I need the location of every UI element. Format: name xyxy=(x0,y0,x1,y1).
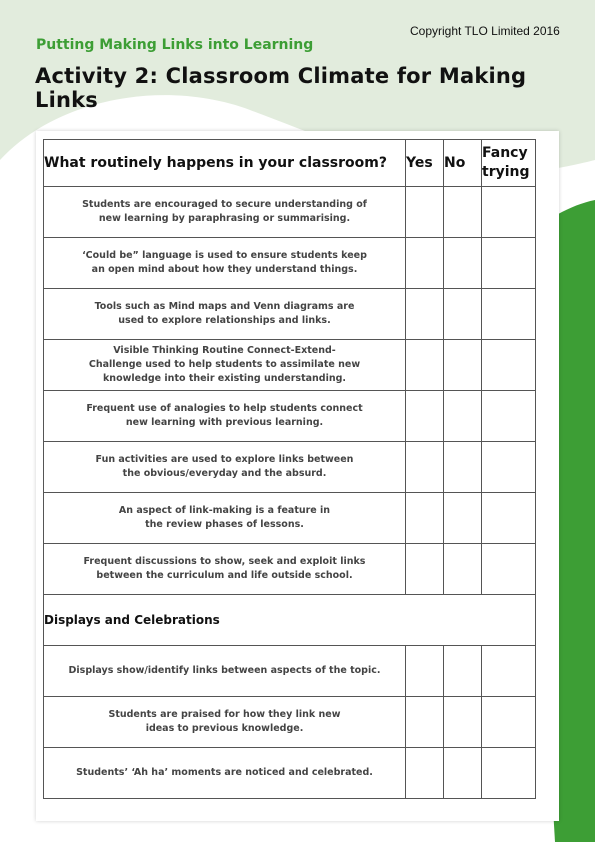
table-row xyxy=(44,391,536,442)
yes-checkbox-cell[interactable] xyxy=(406,442,444,493)
yes-checkbox-cell[interactable] xyxy=(406,289,444,340)
no-checkbox-cell[interactable] xyxy=(444,748,482,799)
fancy-trying-checkbox-cell[interactable] xyxy=(482,391,536,442)
no-checkbox-cell[interactable] xyxy=(444,544,482,595)
fancy-trying-checkbox-cell[interactable] xyxy=(482,493,536,544)
fancy-trying-column-header xyxy=(482,140,536,187)
page-title: Activity 2: Classroom Climate for Making Links xyxy=(35,64,527,112)
table-row xyxy=(44,238,536,289)
yes-checkbox-cell[interactable] xyxy=(406,340,444,391)
yes-checkbox-cell[interactable] xyxy=(406,187,444,238)
fancy-trying-checkbox-cell[interactable] xyxy=(482,748,536,799)
table-row xyxy=(44,493,536,544)
fancy-trying-checkbox-cell[interactable] xyxy=(482,187,536,238)
table-row xyxy=(44,442,536,493)
copyright-notice: Copyright TLO Limited 2016 xyxy=(410,24,560,38)
no-column-header: No xyxy=(444,140,482,187)
statement-text: An aspect of link-making is a feature in the review phases of lessons. xyxy=(44,493,406,544)
table-row xyxy=(44,544,536,595)
fancy-trying-checkbox-cell[interactable] xyxy=(482,544,536,595)
no-checkbox-cell[interactable] xyxy=(444,340,482,391)
section-header-row xyxy=(44,595,536,646)
yes-checkbox-cell[interactable] xyxy=(406,493,444,544)
statement-text: Displays show/identify links between aspects of the topic. xyxy=(44,646,406,697)
no-checkbox-cell[interactable] xyxy=(444,493,482,544)
question-header: What routinely happens in your classroom? xyxy=(44,140,406,187)
no-checkbox-cell[interactable] xyxy=(444,442,482,493)
statement-text: Fun activities are used to explore links between the obvious/everyday and the absurd. xyxy=(44,442,406,493)
no-checkbox-cell[interactable] xyxy=(444,187,482,238)
yes-checkbox-cell[interactable] xyxy=(406,646,444,697)
fancy-trying-checkbox-cell[interactable] xyxy=(482,442,536,493)
yes-checkbox-cell[interactable] xyxy=(406,238,444,289)
fancy-trying-label: Fancy trying xyxy=(482,145,530,180)
checklist-table xyxy=(43,139,536,799)
yes-checkbox-cell[interactable] xyxy=(406,544,444,595)
statement-text: Students are praised for how they link new ideas to previous knowledge. xyxy=(44,697,406,748)
table-row xyxy=(44,187,536,238)
fancy-trying-checkbox-cell[interactable] xyxy=(482,238,536,289)
table-row xyxy=(44,289,536,340)
statement-text: Students’ ‘Ah ha’ moments are noticed and celebrated. xyxy=(44,748,406,799)
yes-checkbox-cell[interactable] xyxy=(406,748,444,799)
table-header-row xyxy=(44,140,536,187)
fancy-trying-checkbox-cell[interactable] xyxy=(482,646,536,697)
fancy-trying-checkbox-cell[interactable] xyxy=(482,697,536,748)
no-checkbox-cell[interactable] xyxy=(444,646,482,697)
statement-text: Students are encouraged to secure understanding of new learning by paraphrasing or summarising. xyxy=(44,187,406,238)
table-row xyxy=(44,340,536,391)
page-subtitle: Putting Making Links into Learning xyxy=(36,37,314,53)
yes-checkbox-cell[interactable] xyxy=(406,391,444,442)
table-row xyxy=(44,748,536,799)
fancy-trying-checkbox-cell[interactable] xyxy=(482,289,536,340)
fancy-trying-checkbox-cell[interactable] xyxy=(482,340,536,391)
table-row xyxy=(44,646,536,697)
no-checkbox-cell[interactable] xyxy=(444,697,482,748)
statement-text: Frequent discussions to show, seek and exploit links between the curriculum and life outside school. xyxy=(44,544,406,595)
statement-text: Tools such as Mind maps and Venn diagrams are used to explore relationships and links. xyxy=(44,289,406,340)
no-checkbox-cell[interactable] xyxy=(444,289,482,340)
yes-column-header: Yes xyxy=(406,140,444,187)
no-checkbox-cell[interactable] xyxy=(444,391,482,442)
statement-text: Frequent use of analogies to help students connect new learning with previous learning. xyxy=(44,391,406,442)
table-row xyxy=(44,697,536,748)
section-title: Displays and Celebrations xyxy=(44,595,536,646)
no-checkbox-cell[interactable] xyxy=(444,238,482,289)
yes-checkbox-cell[interactable] xyxy=(406,697,444,748)
statement-text: ‘Could be” language is used to ensure students keep an open mind about how they understand things. xyxy=(44,238,406,289)
statement-text: Visible Thinking Routine Connect-Extend- Challenge used to help students to assimilate new knowledge into their existing understanding. xyxy=(44,340,406,391)
